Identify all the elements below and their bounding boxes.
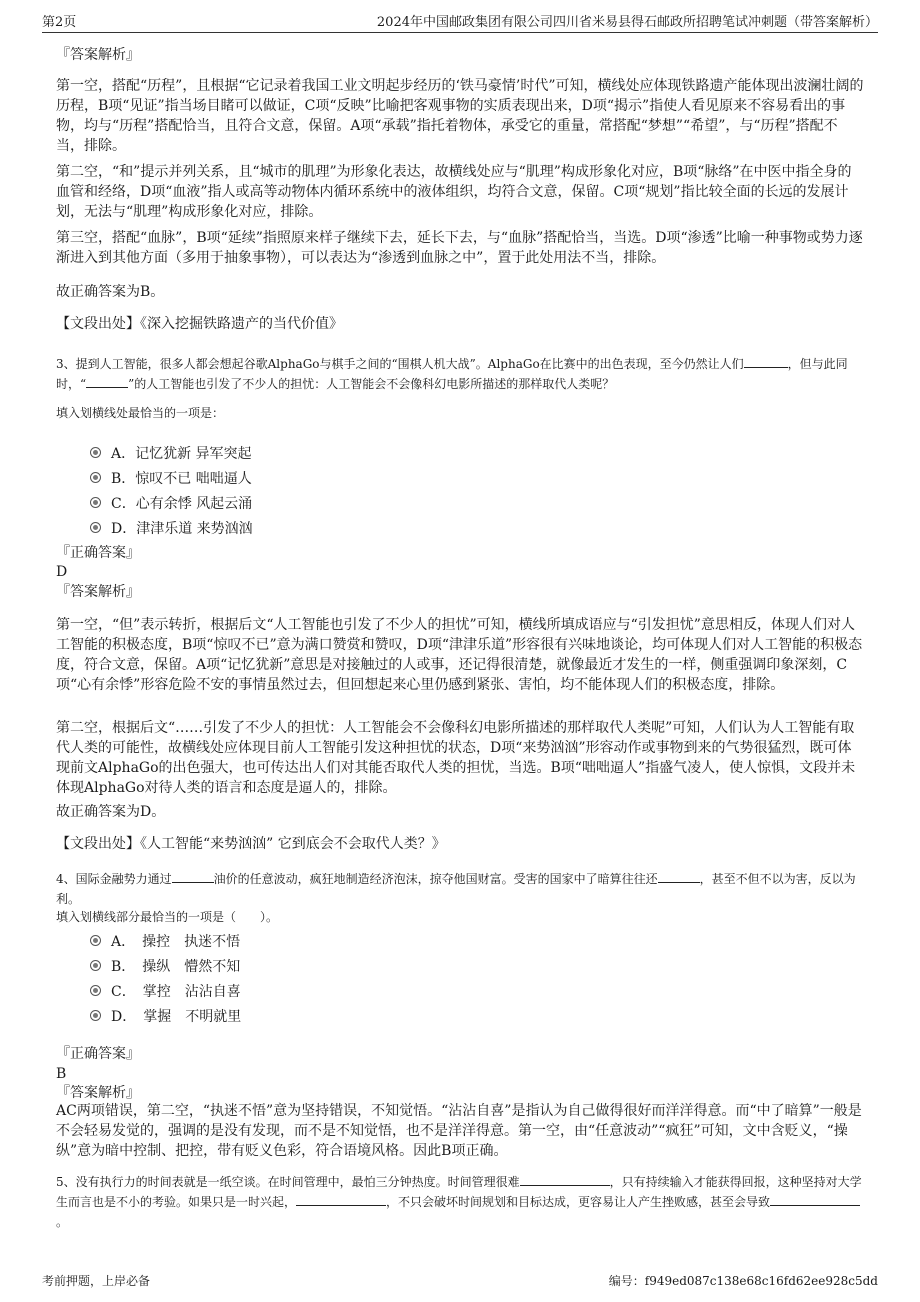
page-header bbox=[42, 10, 878, 33]
q4-correct-answer: B bbox=[56, 1066, 67, 1082]
q3-correct-label: 『正确答案』 bbox=[56, 545, 140, 561]
q2-analysis-p1: 第一空，搭配“历程”，且根据“它记录着我国工业文明起步经历的‘铁马豪情’时代”可知，横线处应体现铁路遗产能体现出波澜壮阔的历程，B项“见证”指当场目睹可以做证，C项“反映”比喻把客观事物的实质表现出来，D项“揭示”指使人看见原来不容易看出的事物，均与“历程”搭配恰当，且符合文意，保留。A项“承载”指托着物体，承受它的重量，常搭配“梦想”“希望”，与“历程”搭配不当，排除。 bbox=[56, 78, 864, 154]
q3-analysis-label: 『答案解析』 bbox=[56, 584, 140, 600]
footer-slogan: 考前押题，上岸必备 bbox=[42, 1274, 151, 1288]
q3-stem: 3、提到人工智能，很多人都会想起谷歌AlphaGo与棋手之间的“围棋人机大战”。AlphaGo在比赛中的出色表现，至今仍然让人们 ，但与此同时，“ ”的人工智能也引发了不少人的担忧：人工智能会不会像科幻电影所描述的那样取代人类呢？ bbox=[56, 357, 848, 391]
q4-option-c[interactable]: C． 掌控 沾沾自喜 bbox=[90, 978, 241, 1003]
radio-icon bbox=[90, 447, 101, 458]
q3-conclusion: 故正确答案为D。 bbox=[56, 804, 166, 820]
q4-option-b[interactable]: B． 操纵 懵然不知 bbox=[90, 953, 241, 978]
q3-prompt: 填入划横线处最恰当的一项是： bbox=[56, 406, 225, 420]
q4-option-a[interactable]: A． 操控 执迷不悟 bbox=[90, 928, 241, 953]
q3-source: 【文段出处】《人工智能“来势汹汹” 它到底会不会取代人类？》 bbox=[56, 836, 446, 852]
radio-icon bbox=[90, 960, 101, 971]
q2-conclusion: 故正确答案为B。 bbox=[56, 284, 165, 300]
q3-options bbox=[90, 440, 253, 540]
q3-option-b[interactable]: B．惊叹不已 咄咄逼人 bbox=[90, 465, 253, 490]
q2-analysis-p3: 第三空，搭配“血脉”，B项“延续”指照原来样子继续下去，延长下去，与“血脉”搭配恰当，当选。D项“渗透”比喻一种事物或势力逐渐进入到其他方面（多用于抽象事物），可以表达为“渗透到血脉之中”，置于此处用法不当，排除。 bbox=[56, 230, 863, 266]
radio-icon bbox=[90, 522, 101, 533]
q3-analysis-p1: 第一空，“但”表示转折，根据后文“人工智能也引发了不少人的担忧”可知，横线所填成语应与“引发担忧”意思相反，体现人们对人工智能的积极态度，B项“惊叹不已”意为满口赞赏和赞叹，D项“津津乐道”形容很有兴味地谈论，均可体现人们对人工智能的积极态度，符合文意，保留。A项“记忆犹新”意思是对接触过的人或事，还记得很清楚，就像最近才发生的一样，侧重强调印象深刻，C项“心有余悸”形容危险不安的事情虽然过去，但回想起来心里仍感到紧张、害怕，均不能体现人们的积极态度，排除。 bbox=[56, 617, 863, 693]
q3-option-c[interactable]: C．心有余悸 风起云涌 bbox=[90, 490, 253, 515]
q5-stem: 5、没有执行力的时间表就是一纸空谈。在时间管理中，最怕三分钟热度。时间管理很难 ，只有持续输入才能获得回报，这种坚持对大学生而言也是不小的考验。如果只是一时兴起， ，不只会破坏时间规划和目标达成，更容易让人产生挫败感，甚至会导致。 bbox=[56, 1175, 862, 1229]
q3-option-a[interactable]: A．记忆犹新 异军突起 bbox=[90, 440, 253, 465]
document-title: 2024年中国邮政集团有限公司四川省米易县得石邮政所招聘笔试冲刺题（带答案解析） bbox=[376, 15, 878, 30]
q4-correct-label: 『正确答案』 bbox=[56, 1046, 140, 1062]
q2-analysis-p2: 第二空，“和”提示并列关系，且“城市的肌理”为形象化表达，故横线处应与“肌理”构成形象化对应，B项“脉络”在中医中指全身的血管和经络，D项“血液”指人或高等动物体内循环系统中的液体组织，均符合文意，保留。C项“规划”指比较全面的长远的发展计划，无法与“肌理”构成形象化对应，排除。 bbox=[56, 164, 852, 220]
q3-analysis-p2: 第二空，根据后文“……引发了不少人的担忧：人工智能会不会像科幻电影所描述的那样取代人类呢”可知，人们认为人工智能有取代人类的可能性，故横线处应体现目前人工智能引发这种担忧的状态，D项“来势汹汹”形容动作或事物到来的气势很猛烈，既可体现前文AlphaGo的出色强大，也可传达出人们对其能否取代人类的担忧，当选。B项“咄咄逼人”指盛气凌人，使人惊惧，文段并未体现AlphaGo对待人类的语言和态度是逼人的，排除。 bbox=[56, 720, 856, 796]
q4-analysis-p1: AC两项错误，第二空，“执迷不悟”意为坚持错误，不知觉悟。“沾沾自喜”是指认为自己做得很好而洋洋得意。而“中了暗算”一般是不会轻易发觉的，强调的是没有发现，而不是不知觉悟，也不是洋洋得意。第一空，由“任意波动”“疯狂”可知，文中含贬义，“操纵”意为暗中控制、把控，带有贬义色彩，符合语境风格。因此B项正确。 bbox=[56, 1103, 862, 1159]
radio-icon bbox=[90, 1010, 101, 1021]
document-id: 编号：f949ed087c138e68c16fd62ee928c5dd bbox=[608, 1274, 878, 1288]
radio-icon bbox=[90, 497, 101, 508]
q4-stem: 4、国际金融势力通过 油价的任意波动，疯狂地制造经济泡沫，掠夺他国财富。受害的国家中了暗算往往还 ，甚至不但不以为害，反以为利。 bbox=[56, 872, 856, 906]
q4-prompt: 填入划横线部分最恰当的一项是（ ）。 bbox=[56, 910, 279, 924]
q3-correct-answer: D bbox=[56, 564, 68, 580]
radio-icon bbox=[90, 985, 101, 996]
radio-icon bbox=[90, 472, 101, 483]
q4-options bbox=[90, 928, 241, 1028]
page-number: 第2页 bbox=[42, 15, 77, 30]
q4-analysis-label: 『答案解析』 bbox=[56, 1085, 140, 1101]
radio-icon bbox=[90, 935, 101, 946]
q4-option-d[interactable]: D． 掌握 不明就里 bbox=[90, 1003, 241, 1028]
q2-source: 【文段出处】《深入挖掘铁路遗产的当代价值》 bbox=[56, 316, 343, 332]
q2-analysis-label: 『答案解析』 bbox=[56, 47, 140, 63]
q3-option-d[interactable]: D．津津乐道 来势汹汹 bbox=[90, 515, 253, 540]
page-footer bbox=[42, 1272, 878, 1289]
